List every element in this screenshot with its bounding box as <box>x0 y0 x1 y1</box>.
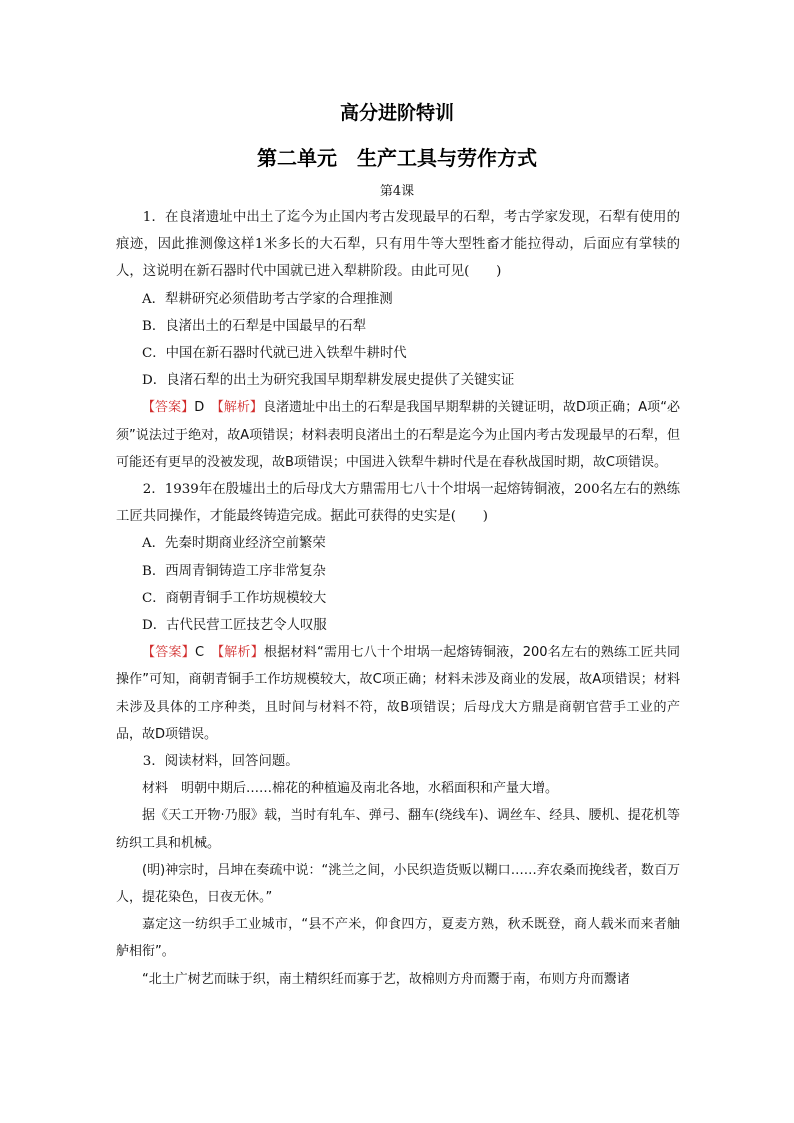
analysis-tag: 【解析】 <box>217 400 263 416</box>
question-1-stem: 1．在良渚遗址中出土了迄今为止国内考古发现最早的石犁，考古学家发现，石犁有使用的痕迹，因此推测像这样1米多长的大石犁，只有用牛等大型牲畜才能拉得动，后面应有掌犊的人，这说明在新石器时代中国就已进入犁耕阶段。由此可见( ) <box>116 210 680 280</box>
material-line-4: 嘉定这一纺织手工业城市，“县不产米，仰食四方，夏麦方熟，秋禾既登，商人载米而来者舳舻相衔”。 <box>116 917 680 960</box>
analysis-text: 根据材料“需用七八十个坩埚一起熔铸铜液，200名左右的熟练工匠共同操作”可知，商朝青铜手工作坊规模较大，故C项正确；材料未涉及商业的发展，故A项错误；材料未涉及具体的工序种类，且时间与材料不符，故B项错误；后母戊大方鼎是商朝官营手工业的产品，故D项错误。 <box>116 645 680 742</box>
unit-title: 第二单元 生产工具与劳作方式 <box>257 146 537 170</box>
material-line-1 <box>116 775 680 802</box>
material-line-3: (明)神宗时，吕坤在奏疏中说：“洮兰之间，小民织造货贩以糊口……弃农桑而挽线者，数百万人，提花染色，日夜无休。” <box>116 862 680 906</box>
question-2-option-b: B．西周青铜铸造工序非常复杂 <box>142 563 326 579</box>
question-content <box>116 204 680 993</box>
lesson-label: 第4课 <box>379 184 415 199</box>
question-1-answer-block <box>116 394 680 476</box>
question-3-stem: 3．阅读材料，回答问题。 <box>142 754 299 770</box>
material-label: 材料 <box>142 781 169 797</box>
question-2-option-c: C．商朝青铜手工作坊规模较大 <box>142 590 327 606</box>
question-2-answer-block <box>116 639 680 748</box>
question-1-option-b: B．良渚出土的石犁是中国最早的石犁 <box>142 318 367 334</box>
question-2-option-d: D．古代民营工匠技艺令人叹服 <box>142 618 327 634</box>
answer-value: D <box>194 400 205 416</box>
material-line-5: “北土广树艺而昧于织，南土精织纴而寡于艺，故棉则方舟而鬻于南，布则方舟而鬻诸 <box>142 971 630 987</box>
page-title: 高分进阶特训 <box>339 102 454 124</box>
question-2-option-a: A．先秦时期商业经济空前繁荣 <box>142 536 326 552</box>
analysis-text: 良渚遗址中出土的石犁是我国早期犁耕的关键证明，故D项正确；A项“必须”说法过于绝对，故A项错误；材料表明良渚出土的石犁是迄今为止国内考古发现最早的石犁，但可能还有更早的没被发现，故B项错误；中国进入铁犁牛耕时代是在春秋战国时期，故C项错误。 <box>116 400 680 470</box>
question-1-option-d: D．良渚石犁的出土为研究我国早期犁耕发展史提供了关键实证 <box>142 373 515 389</box>
answer-tag: 【答案】 <box>142 645 195 661</box>
answer-value: C <box>194 645 205 661</box>
material-text: 明朝中期后……棉花的种植遍及南北各地，水稻面积和产量大增。 <box>181 781 559 797</box>
material-line-2: 据《天工开物·乃服》载，当时有轧车、弹弓、翻车(绕线车)、调丝车、经具、腰机、提花机等纺织工具和机械。 <box>116 808 680 851</box>
question-2-stem: 2．1939年在殷墟出土的后母戊大方鼎需用七八十个坩埚一起熔铸铜液，200名左右的熟练工匠共同操作，才能最终铸造完成。据此可获得的史实是( ) <box>116 482 680 525</box>
question-1-option-c: C．中国在新石器时代就已进入铁犁牛耕时代 <box>142 346 407 362</box>
answer-tag: 【答案】 <box>142 400 195 416</box>
analysis-tag: 【解析】 <box>217 645 265 661</box>
question-1-option-a: A．犁耕研究必须借助考古学家的合理推测 <box>142 291 393 307</box>
